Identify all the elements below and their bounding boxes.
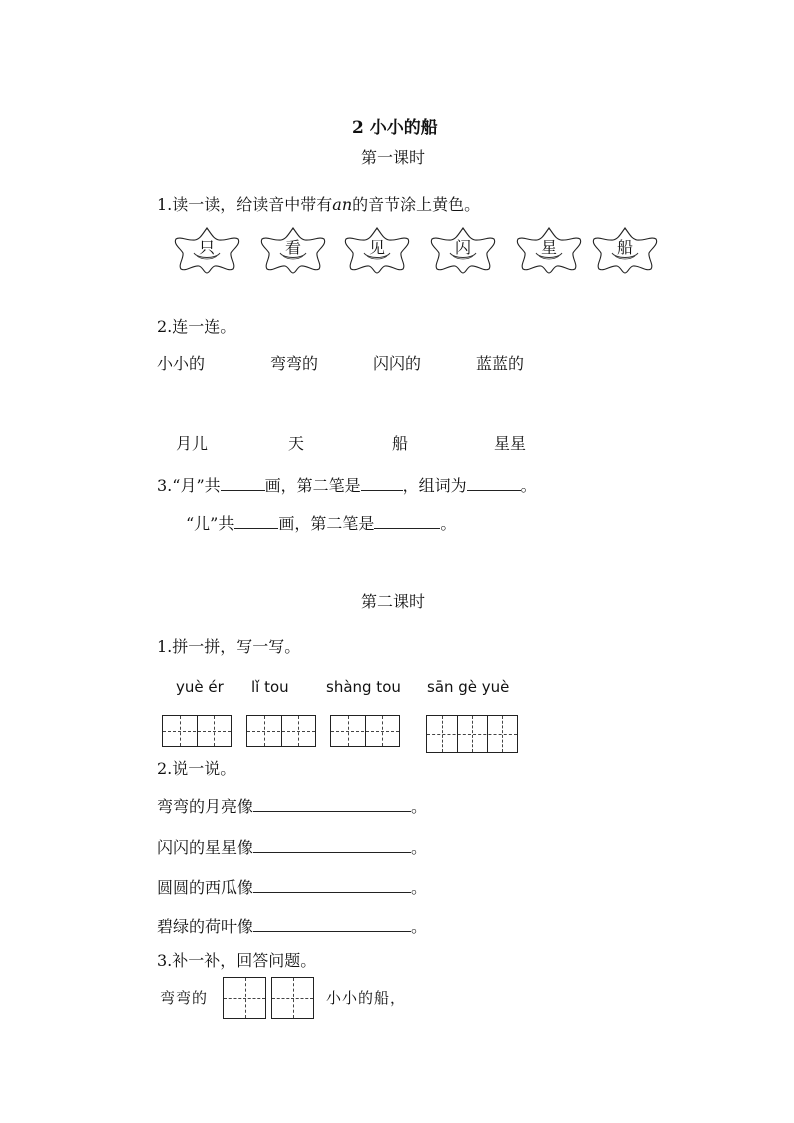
say-line-prefix: 碧绿的荷叶像 <box>157 917 254 936</box>
fill-grid[interactable] <box>271 977 314 1019</box>
p1-q3-l1-part1: 3.“月”共 <box>157 476 221 495</box>
top-word[interactable]: 蓝蓝的 <box>476 354 525 373</box>
bottom-word[interactable]: 船 <box>392 434 409 453</box>
p1-q3-line2 <box>186 514 456 534</box>
p1-q2-label: 2.连一连。 <box>157 317 237 336</box>
star-char: 闪 <box>454 238 471 257</box>
pinyin: shàng tou <box>326 678 401 696</box>
p1-q1-prefix: 1.读一读，给读音中带有 <box>157 195 333 214</box>
p1-q3-l1-part2: 画，第二笔是 <box>264 476 361 495</box>
say-line-end: 。 <box>411 878 428 897</box>
star-item[interactable] <box>588 225 662 275</box>
second-stroke-blank[interactable] <box>374 514 440 529</box>
star-item[interactable] <box>426 225 500 275</box>
star-char: 只 <box>198 238 215 257</box>
answer-blank[interactable] <box>253 917 411 932</box>
pinyin: yuè ér <box>176 678 224 696</box>
stroke-count-blank[interactable] <box>221 476 265 491</box>
star-item[interactable] <box>170 225 244 275</box>
p2-q3-prefix: 弯弯的 <box>160 989 209 1007</box>
writing-grid[interactable] <box>246 715 316 747</box>
p1-q3-line1 <box>157 476 537 496</box>
say-line <box>157 838 427 858</box>
star-char: 见 <box>368 238 385 257</box>
say-line <box>157 797 427 817</box>
period-2-heading: 第二课时 <box>361 592 426 611</box>
p1-q1-instruction <box>157 195 480 215</box>
p2-q3-suffix: 小小的船， <box>326 989 407 1007</box>
star-char: 星 <box>540 238 557 257</box>
p1-q1-suffix: 的音节涂上黄色。 <box>352 195 481 214</box>
stroke-count-blank[interactable] <box>234 514 278 529</box>
p2-q1-label: 1.拼一拼，写一写。 <box>157 637 301 656</box>
fill-grid[interactable] <box>223 977 266 1019</box>
bottom-word[interactable]: 月儿 <box>176 434 209 453</box>
p1-q3-l2-part2: 画，第二笔是 <box>278 514 375 533</box>
top-word[interactable]: 小小的 <box>157 354 206 373</box>
say-line <box>157 917 427 937</box>
say-line-prefix: 弯弯的月亮像 <box>157 797 254 816</box>
lesson-title: 2 小小的船 <box>352 118 438 138</box>
bottom-word[interactable]: 天 <box>288 434 305 453</box>
p1-q1-highlight: an <box>332 195 353 214</box>
say-line-end: 。 <box>411 797 428 816</box>
writing-grid[interactable] <box>162 715 232 747</box>
star-char: 船 <box>616 238 633 257</box>
p1-q3-l2-part1: “儿”共 <box>186 514 235 533</box>
star-item[interactable] <box>256 225 330 275</box>
star-item[interactable] <box>340 225 414 275</box>
writing-grid[interactable] <box>426 715 518 753</box>
say-line-end: 。 <box>411 838 428 857</box>
word-blank[interactable] <box>467 476 521 491</box>
top-word[interactable]: 闪闪的 <box>373 354 422 373</box>
bottom-word[interactable]: 星星 <box>494 434 527 453</box>
say-line-prefix: 闪闪的星星像 <box>157 838 254 857</box>
p1-q3-l1-part3: ，组词为 <box>402 476 467 495</box>
p2-q3-label: 3.补一补，回答问题。 <box>157 951 317 970</box>
top-word[interactable]: 弯弯的 <box>270 354 319 373</box>
writing-grid[interactable] <box>330 715 400 747</box>
answer-blank[interactable] <box>253 797 411 812</box>
star-item[interactable] <box>512 225 586 275</box>
p1-q3-l2-part3: 。 <box>440 514 457 533</box>
say-line <box>157 878 427 898</box>
say-line-end: 。 <box>411 917 428 936</box>
pinyin: sān gè yuè <box>427 678 510 696</box>
second-stroke-blank[interactable] <box>361 476 403 491</box>
p1-q3-l1-part4: 。 <box>520 476 537 495</box>
say-line-prefix: 圆圆的西瓜像 <box>157 878 254 897</box>
pinyin: lǐ tou <box>251 678 289 696</box>
p2-q2-label: 2.说一说。 <box>157 759 237 778</box>
star-char: 看 <box>284 238 301 257</box>
answer-blank[interactable] <box>253 838 411 853</box>
period-1-heading: 第一课时 <box>361 148 426 167</box>
answer-blank[interactable] <box>253 878 411 893</box>
